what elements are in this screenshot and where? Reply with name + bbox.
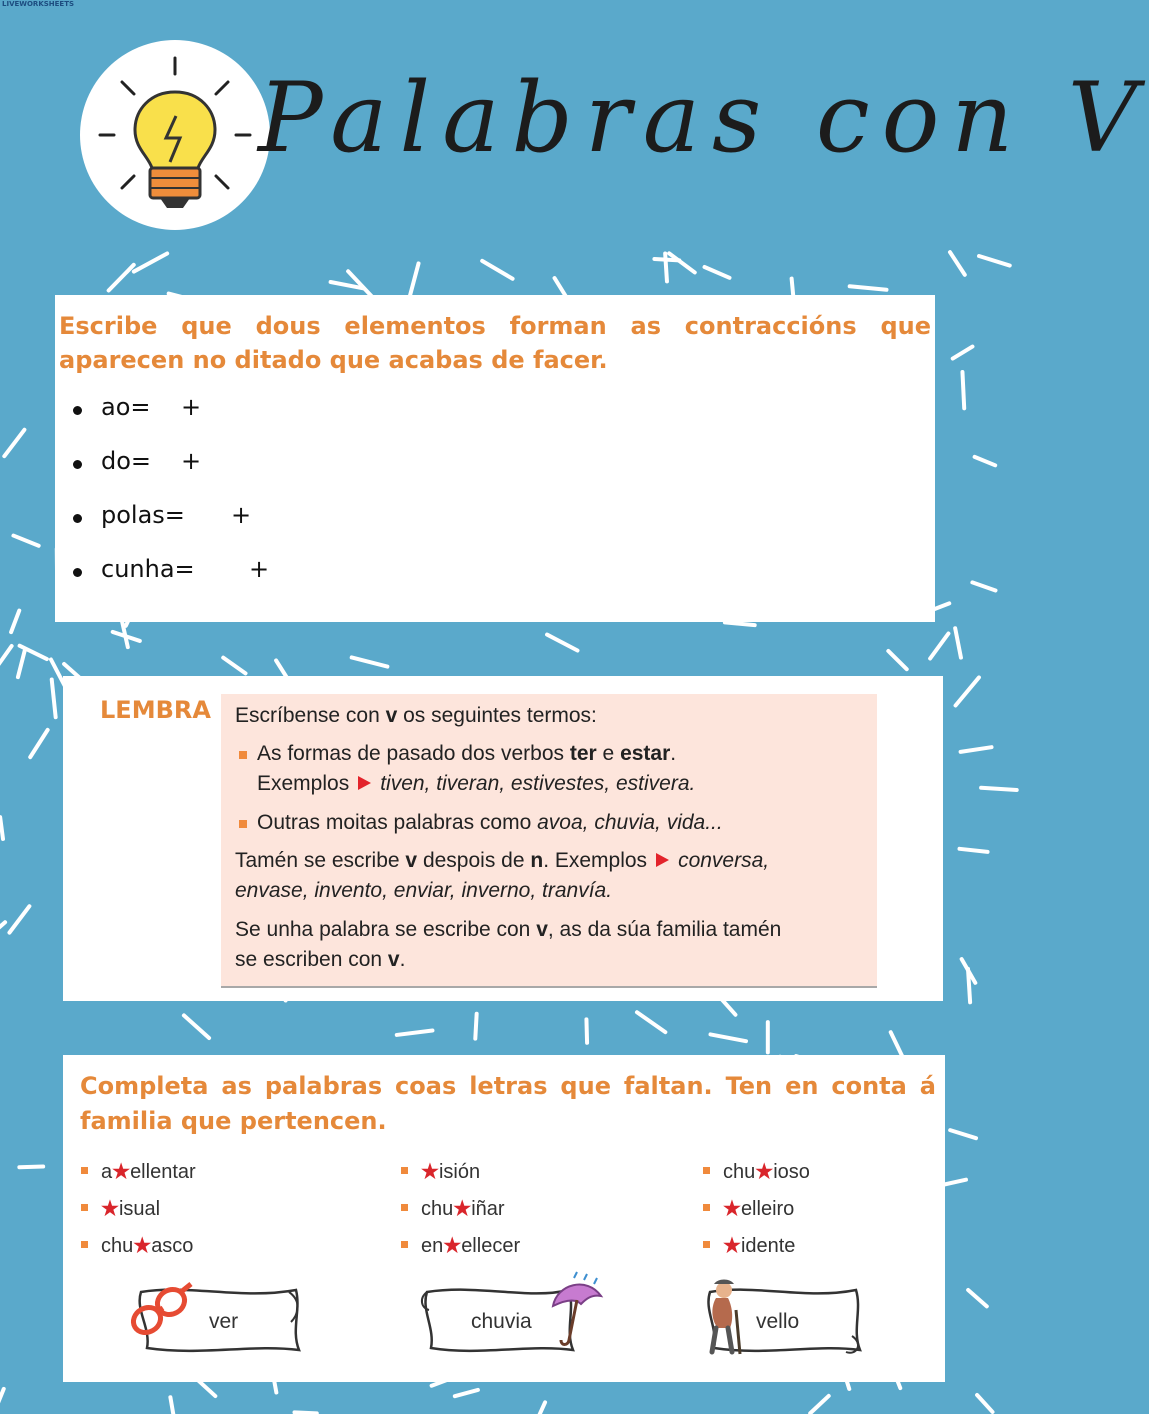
confetti-dash [11, 611, 19, 633]
confetti-dash [0, 817, 3, 839]
bullet-dot-icon [73, 514, 82, 523]
bullet-square-icon [401, 1167, 408, 1174]
bullet-square-icon [81, 1167, 88, 1174]
star-blank-icon[interactable]: ★ [112, 1161, 131, 1183]
plus-sign: + [231, 501, 252, 529]
confetti-dash [981, 788, 1017, 790]
star-blank-icon[interactable]: ★ [133, 1235, 152, 1257]
contraction-term: do= [101, 447, 152, 475]
confetti-dash [4, 430, 24, 456]
confetti-dash [888, 651, 906, 669]
star-blank-icon[interactable]: ★ [723, 1235, 741, 1257]
contraction-term: cunha= [101, 555, 195, 583]
rule-paragraph-4: Se unha palabra se escribe con v, as da súa familia tamén [235, 918, 782, 941]
confetti-dash [170, 1397, 174, 1414]
star-blank-icon[interactable]: ★ [421, 1161, 439, 1183]
confetti-dash [13, 536, 38, 546]
word-item[interactable]: chu★iñar [401, 1196, 520, 1233]
family-card-vello [696, 1280, 866, 1360]
confetti-dash [352, 657, 388, 666]
star-blank-icon[interactable]: ★ [755, 1161, 774, 1183]
confetti-dash [184, 1015, 209, 1038]
confetti-dash [223, 658, 245, 674]
confetti-dash [968, 1290, 987, 1306]
exercise-3-heading: Completa as palabras coas letras que faltan. Ten en conta á familia que pertencen. [80, 1072, 936, 1135]
bullet-square-icon [703, 1167, 710, 1174]
card-label: ver [209, 1310, 239, 1333]
word-item[interactable]: a★ellentar [81, 1159, 196, 1196]
confetti-dash [972, 582, 995, 590]
confetti-dash [810, 1396, 828, 1413]
confetti-dash [410, 263, 419, 297]
confetti-dash [109, 265, 134, 291]
star-blank-icon[interactable]: ★ [443, 1235, 462, 1257]
bullet-square-icon [401, 1204, 408, 1211]
confetti-dash [953, 347, 973, 359]
rule-intro: Escríbense con v os seguintes termos: [235, 704, 597, 727]
confetti-dash [975, 457, 996, 465]
confetti-dash [455, 1390, 478, 1396]
reminder-section [63, 676, 943, 1001]
rule-note [221, 694, 877, 988]
word-item[interactable]: ★idente [703, 1233, 810, 1270]
word-item[interactable]: en★ellecer [401, 1233, 520, 1270]
confetti-dash [0, 922, 5, 943]
word-column [703, 1159, 810, 1270]
confetti-dash [531, 1402, 546, 1414]
word-column [401, 1159, 520, 1270]
complete-words-exercise [63, 1055, 945, 1382]
rule-bullet-1-examples: Exemplos tiven, tiveran, estivestes, estivera. [257, 772, 696, 795]
confetti-dash [19, 1167, 43, 1168]
confetti-dash [18, 651, 25, 678]
page-title: Palabras con V [258, 62, 1149, 174]
bullet-square-icon [703, 1204, 710, 1211]
red-arrow-icon [656, 853, 669, 867]
confetti-dash [475, 1014, 476, 1039]
plus-sign: + [249, 555, 270, 583]
confetti-dash [968, 969, 970, 1002]
star-blank-icon[interactable]: ★ [101, 1198, 119, 1220]
star-blank-icon[interactable]: ★ [453, 1198, 472, 1220]
confetti-dash [950, 252, 965, 275]
rule-paragraph-3-cont: envase, invento, enviar, inverno, tranvía. [235, 879, 613, 902]
bullet-dot-icon [73, 568, 82, 577]
bullet-square-icon [401, 1241, 408, 1248]
confetti-dash [30, 730, 47, 757]
confetti-dash [669, 253, 695, 272]
confetti-dash [665, 254, 667, 282]
confetti-dash [956, 677, 979, 705]
bullet-dot-icon [73, 406, 82, 415]
word-item[interactable]: chu★asco [81, 1233, 196, 1270]
reminder-label: LEMBRA [100, 696, 211, 724]
rule-bullet-1: As formas de pasado dos verbos ter e estar. [237, 739, 676, 769]
confetti-dash [977, 1395, 992, 1412]
confetti-dash [637, 1012, 665, 1032]
confetti-dash [850, 286, 887, 290]
plus-sign: + [181, 393, 202, 421]
card-label: chuvia [471, 1310, 532, 1333]
confetti-dash [962, 372, 964, 408]
confetti-dash [482, 261, 512, 279]
confetti-dash [52, 680, 56, 718]
confetti-dash [950, 1130, 976, 1138]
confetti-dash [961, 747, 992, 752]
card-label: vello [756, 1310, 800, 1333]
star-blank-icon[interactable]: ★ [723, 1198, 741, 1220]
confetti-dash [725, 622, 755, 625]
bullet-square-icon [239, 820, 247, 828]
lightbulb-badge [80, 40, 270, 230]
confetti-dash [705, 267, 730, 278]
watermark-logo: LIVEWORKSHEETS [2, 0, 75, 8]
word-item[interactable]: ★isión [401, 1159, 520, 1196]
word-grid [81, 1159, 921, 1279]
rule-bullet-2: Outras moitas palabras como avoa, chuvia, vida... [237, 808, 723, 838]
rule-paragraph-4-cont: se escriben con v. [235, 948, 406, 971]
word-column [81, 1159, 196, 1270]
confetti-dash [547, 635, 577, 651]
confetti-dash [397, 1031, 433, 1035]
contraction-term: polas= [101, 501, 185, 529]
contractions-exercise [55, 295, 935, 622]
contraction-term: ao= [101, 393, 151, 421]
bullet-square-icon [703, 1241, 710, 1248]
confetti-dash [930, 634, 948, 659]
bullet-square-icon [81, 1204, 88, 1211]
word-item[interactable]: ★elleiro [703, 1196, 810, 1233]
confetti-dash [711, 1034, 747, 1041]
confetti-dash [959, 849, 987, 852]
confetti-dash [979, 256, 1010, 266]
family-card-chuvia [419, 1280, 604, 1360]
bullet-square-icon [239, 751, 247, 759]
lightbulb-icon [80, 40, 270, 230]
exercise-1-heading: Escribe que dous elementos forman as contraccións que aparecen no ditado que acabas de facer. [59, 312, 931, 374]
umbrella-icon [547, 1270, 607, 1350]
glasses-icon [127, 1278, 197, 1348]
rule-paragraph-3: Tamén se escribe v despois de n. Exemplos conversa, [235, 849, 770, 872]
family-card-ver [131, 1280, 306, 1360]
word-item[interactable]: ★isual [81, 1196, 196, 1233]
confetti-dash [0, 1389, 4, 1413]
confetti-dash [9, 906, 29, 932]
confetti-dash [955, 628, 961, 657]
old-man-icon [698, 1276, 748, 1358]
bullet-square-icon [81, 1241, 88, 1248]
word-item[interactable]: chu★ioso [703, 1159, 810, 1196]
plus-sign: + [181, 447, 202, 475]
red-arrow-icon [358, 776, 371, 790]
confetti-dash [586, 1019, 587, 1042]
confetti-dash [294, 1412, 316, 1413]
confetti-dash [134, 253, 167, 271]
confetti-dash [0, 646, 12, 664]
bullet-dot-icon [73, 460, 82, 469]
